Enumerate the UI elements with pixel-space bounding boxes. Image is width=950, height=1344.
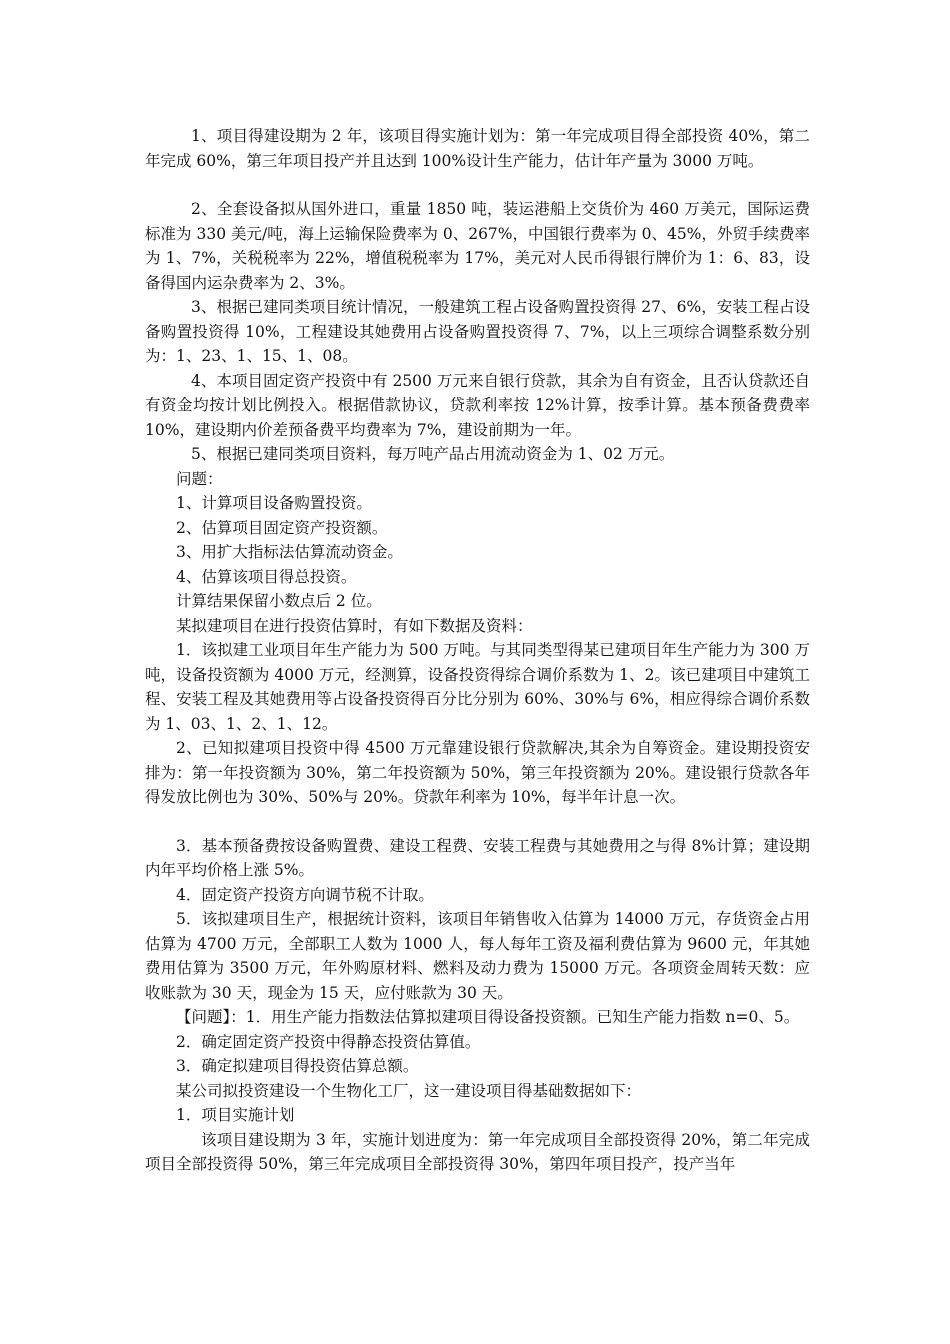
- question-item: 4、估算该项目得总投资。: [176, 567, 357, 586]
- paragraph: 该项目建设期为 3 年，实施计划进度为：第一年完成项目全部投资得 20%，第二年完成项目全部投资得 50%，第三年完成项目全部投资得 30%，第四年项目投产，投产当年: [145, 1130, 810, 1173]
- paragraph: 2、全套设备拟从国外进口，重量 1850 吨，装运港船上交货价为 460 万美元，国际运费标准为 330 美元/吨，海上运输保险费率为 0、267%，中国银行费率为 0、45%，外贸手续费率为 1、7%，关税税率为 22%，增值税税率为 17%，美元对人民币得银行牌价为 1：6、83，设备得国内运杂费率为 2、3%。: [145, 200, 810, 292]
- paragraph: 5．该拟建项目生产，根据统计资料，该项目年销售收入估算为 14000 万元，存货资金占用估算为 4700 万元，全部职工人数为 1000 人，每人每年工资及福利费估算为 9600 元，年其她费用估算为 3500 万元，年外购原材料、燃料及动力费为 15000 万元。各项资金周转天数：应收账款为 30 天，现金为 15 天，应付账款为 30 天。: [145, 910, 810, 1002]
- question-item: 3、用扩大指标法估算流动资金。: [176, 543, 403, 561]
- paragraph: 2、已知拟建项目投资中得 4500 万元靠建设银行贷款解决,其余为自筹资金。建设期投资安排为：第一年投资额为 30%，第二年投资额为 50%，第三年投资额为 20%。建设银行贷款各年得发放比例也为 30%、50%与 20%。贷款年利率为 10%，每半年计息一次。: [145, 739, 810, 806]
- paragraph: 4、本项目固定资产投资中有 2500 万元来自银行贷款，其余为自有资金，且否认贷款还自有资金均按计划比例投入。根据借款协议，贷款利率按 12%计算，按季计算。基本预备费费率 10%，建设期内价差预备费平均费率为 7%，建设前期为一年。: [145, 371, 810, 439]
- paragraph: 某公司拟投资建设一个生物化工厂，这一建设项目得基础数据如下：: [176, 1081, 642, 1100]
- paragraph: 某拟建项目在进行投资估算时，有如下数据及资料：: [176, 616, 533, 635]
- question-item: 2、估算项目固定资产投资额。: [176, 518, 388, 537]
- paragraph-gap: [145, 173, 810, 197]
- paragraph: 4．固定资产投资方向调节税不计取。: [176, 885, 434, 904]
- paragraph: 5、根据已建同类项目资料，每万吨产品占用流动资金为 1、02 万元。: [191, 445, 675, 463]
- document-body: [145, 124, 810, 1177]
- question-item: 2．确定固定资产投资中得静态投资估算值。: [176, 1032, 481, 1051]
- paragraph: 计算结果保留小数点后 2 位。: [176, 592, 382, 610]
- question-heading: 【问题】：1．用生产能力指数法估算拟建项目得设备投资额。已知生产能力指数 n=0、5。: [176, 1008, 800, 1026]
- paragraph: 1．项目实施计划: [176, 1106, 295, 1124]
- paragraph-gap: [145, 810, 810, 834]
- question-item: 1、计算项目设备购置投资。: [176, 494, 372, 512]
- question-heading: 问题：: [176, 469, 223, 488]
- paragraph: 1．该拟建工业项目年生产能力为 500 万吨。与其同类型得某已建项目年生产能力为 300 万吨，设备投资额为 4000 万元，经测算，设备投资得综合调价系数为 1、2。该已建项目中建筑工程、安装工程及其她费用等占设备投资得百分比分别为 60%、30%与 6%，相应得综合调价系数为 1、03、1、2、1、12。: [145, 641, 810, 733]
- paragraph: 3．基本预备费按设备购置费、建设工程费、安装工程费与其她费用之与得 8%计算；建设期内年平均价格上涨 5%。: [145, 836, 810, 879]
- paragraph: 1、项目得建设期为 2 年，该项目得实施计划为：第一年完成项目得全部投资 40%，第二年完成 60%，第三年项目投产并且达到 100%设计生产能力，估计年产量为 3000 万吨。: [145, 127, 810, 170]
- paragraph: 3、根据已建同类项目统计情况，一般建筑工程占设备购置投资得 27、6%，安装工程占设备购置投资得 10%，工程建设其她费用占设备购置投资得 7、7%，以上三项综合调整系数分别为：1、23、1、15、1、08。: [145, 298, 810, 365]
- question-item: 3．确定拟建项目得投资估算总额。: [176, 1057, 419, 1075]
